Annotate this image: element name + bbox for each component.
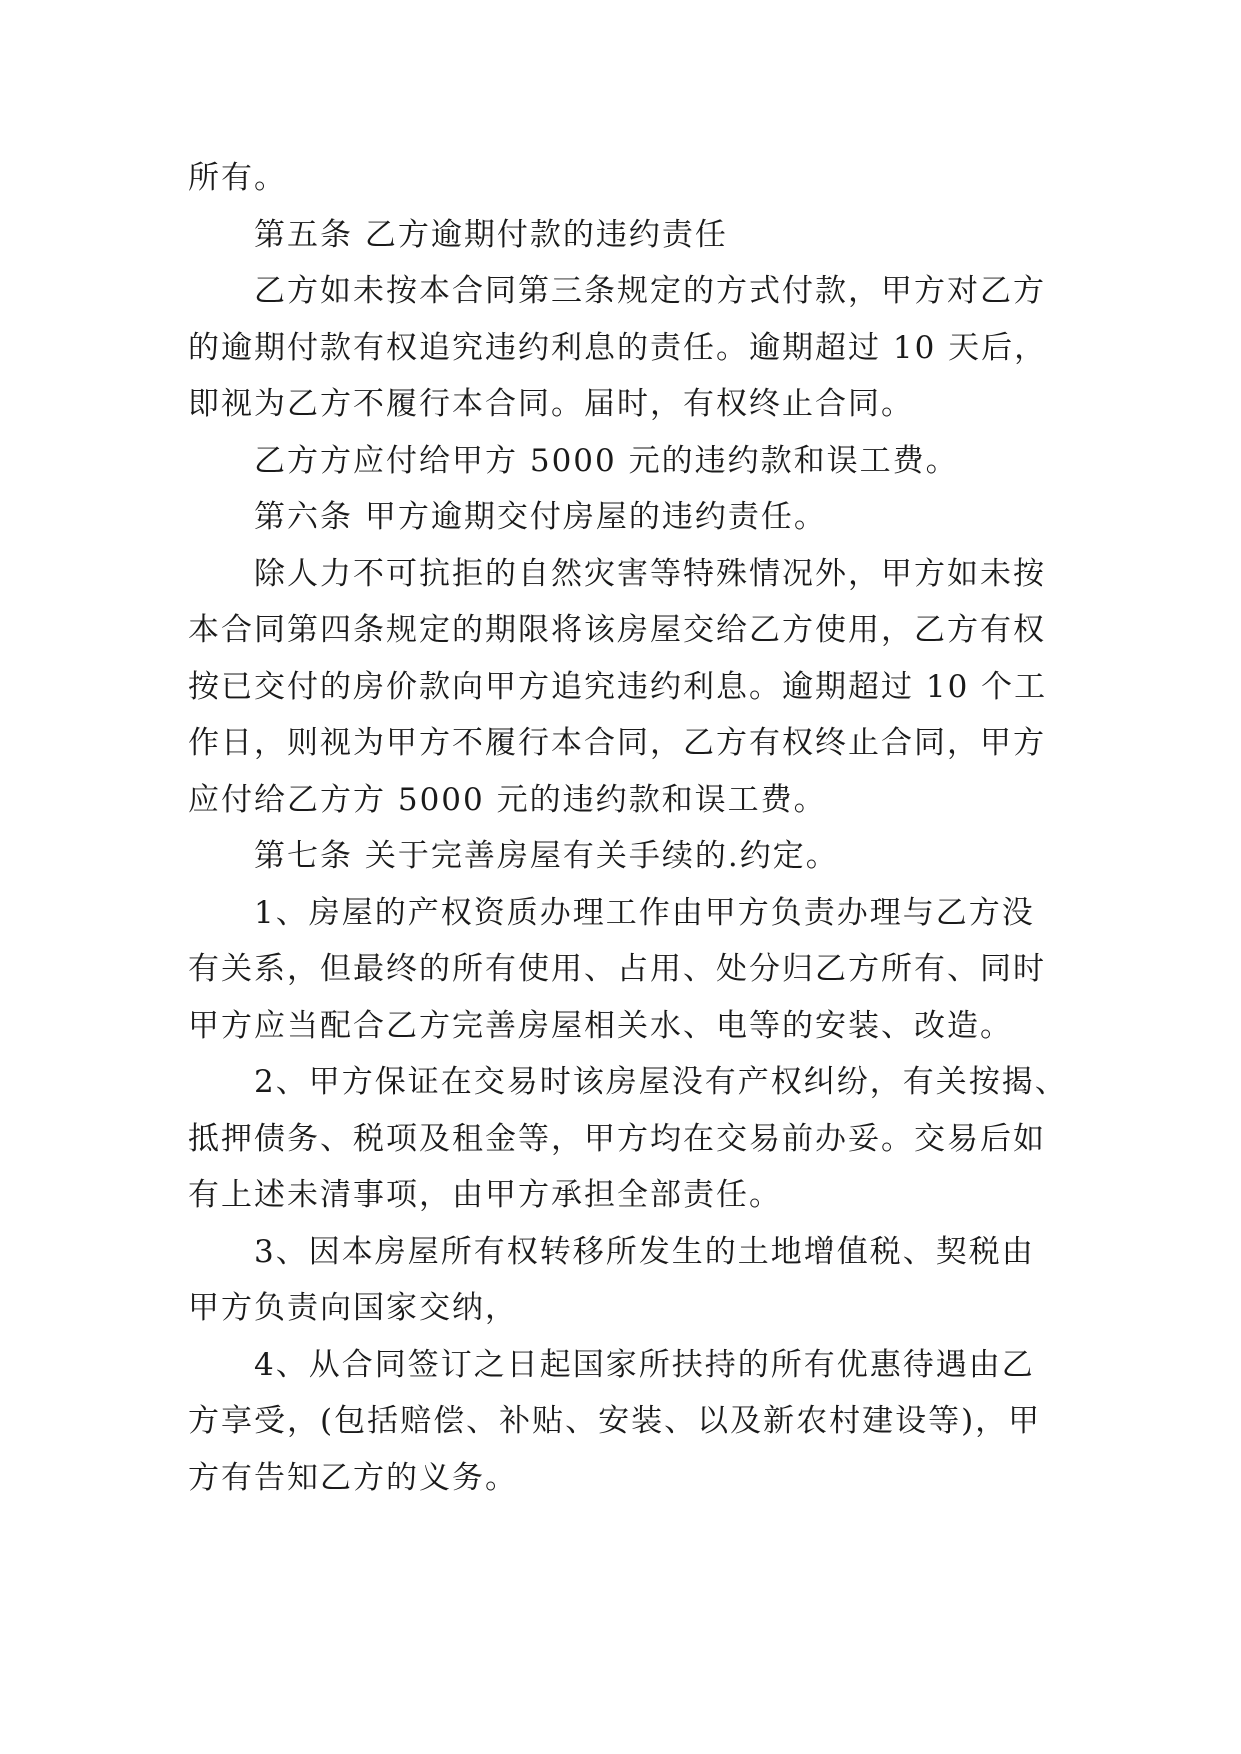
text-line: 有关系，但最终的所有使用、占用、处分归乙方所有、同时	[188, 951, 1046, 987]
text-line: 4、从合同签订之日起国家所扶持的所有优惠待遇由乙	[254, 1346, 1035, 1383]
text-line: 应付给乙方方 5000 元的违约款和误工费。	[188, 781, 827, 818]
contract-text	[188, 150, 1068, 1506]
text-line: 有上述未清事项，由甲方承担全部责任。	[188, 1177, 782, 1213]
text-line: 按已交付的房价款向甲方追究违约利息。逾期超过 10 个工	[188, 668, 1048, 705]
text-line: 方有告知乙方的义务。	[188, 1459, 518, 1496]
text-line: 甲方应当配合乙方完善房屋相关水、电等的安装、改造。	[188, 1007, 1013, 1044]
text-line: 第五条 乙方逾期付款的违约责任	[254, 216, 728, 253]
text-line: 方享受，(包括赔偿、补贴、安装、以及新农村建设等)，甲	[188, 1403, 1042, 1439]
text-line: 1、房屋的产权资质办理工作由甲方负责办理与乙方没	[254, 894, 1035, 931]
text-line: 本合同第四条规定的期限将该房屋交给乙方使用，乙方有权	[188, 612, 1046, 648]
text-line: 甲方负责向国家交纳，	[188, 1290, 518, 1326]
text-line: 抵押债务、税项及租金等，甲方均在交易前办妥。交易后如	[188, 1120, 1046, 1157]
text-line: 2、甲方保证在交易时该房屋没有产权纠纷，有关按揭、	[254, 1064, 1068, 1100]
text-line: 乙方如未按本合同第三条规定的方式付款，甲方对乙方	[254, 273, 1046, 309]
text-line: 作日，则视为甲方不履行本合同，乙方有权终止合同，甲方	[188, 725, 1046, 761]
text-line: 第六条 甲方逾期交付房屋的违约责任。	[254, 499, 827, 535]
text-line: 除人力不可抗拒的自然灾害等特殊情况外，甲方如未按	[254, 555, 1046, 592]
text-line: 所有。	[188, 160, 287, 196]
text-line: 的逾期付款有权追究违约利息的责任。逾期超过 10 天后，	[188, 329, 1048, 366]
text-line: 第七条 关于完善房屋有关手续的.约定。	[254, 838, 839, 874]
text-line: 即视为乙方不履行本合同。届时，有权终止合同。	[188, 386, 914, 422]
text-line: 乙方方应付给甲方 5000 元的违约款和误工费。	[254, 442, 959, 479]
text-line: 3、因本房屋所有权转移所发生的土地增值税、契税由	[254, 1233, 1035, 1270]
